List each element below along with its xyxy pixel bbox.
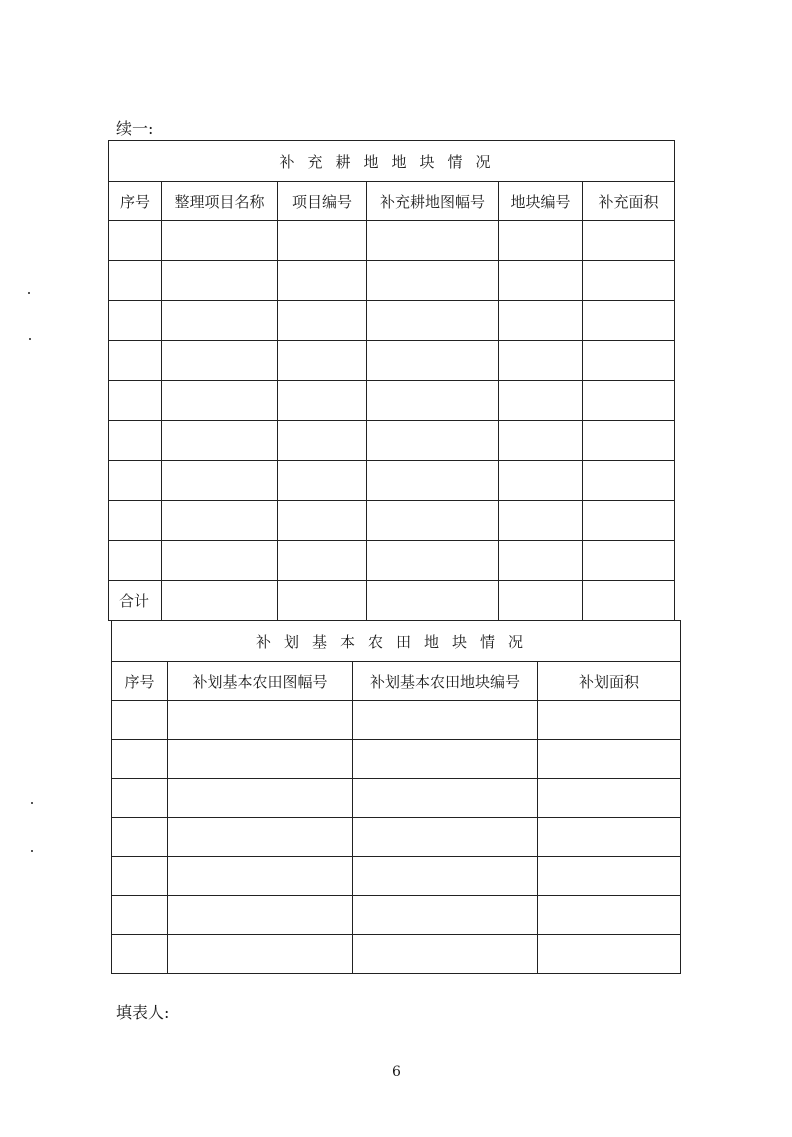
table1-title: 补充耕地地块情况: [109, 141, 675, 182]
table2-header: 补划基本农田地块编号: [353, 662, 538, 701]
table1-header: 地块编号: [499, 182, 583, 221]
table-row: [109, 261, 675, 301]
scan-speck: [28, 292, 30, 294]
table1-header-row: [109, 182, 675, 221]
supplementary-basic-farmland-table: [111, 620, 681, 974]
table-row: [112, 701, 681, 740]
table1-header: 序号: [109, 182, 162, 221]
table1-header: 补充耕地图幅号: [367, 182, 499, 221]
table2-header: 补划面积: [538, 662, 681, 701]
table-row: [112, 857, 681, 896]
table-row: [109, 381, 675, 421]
supplementary-farmland-table: [108, 140, 675, 621]
table-row: [112, 935, 681, 974]
table-row: [112, 896, 681, 935]
table2-header-row: [112, 662, 681, 701]
scan-speck: [29, 338, 31, 340]
scan-speck: [31, 850, 33, 852]
table-row: [109, 221, 675, 261]
table-row: [109, 501, 675, 541]
table-row: [112, 818, 681, 857]
table-row: [112, 779, 681, 818]
table-row: [109, 541, 675, 581]
total-row: [109, 581, 675, 621]
scan-speck: [31, 802, 33, 804]
page-number: 6: [392, 1064, 401, 1080]
table-row: [109, 341, 675, 381]
continuation-label: 续一:: [116, 119, 154, 138]
form-filler-label: 填表人:: [116, 1003, 170, 1022]
table-row: [109, 301, 675, 341]
table2-header: 序号: [112, 662, 168, 701]
table-row: [112, 740, 681, 779]
table1-header: 项目编号: [278, 182, 367, 221]
table2-title: 补划基本农田地块情况: [112, 621, 681, 662]
table1-header: 补充面积: [583, 182, 675, 221]
table-row: [109, 421, 675, 461]
total-label: 合计: [109, 581, 162, 621]
table1-header: 整理项目名称: [162, 182, 278, 221]
table-row: [109, 461, 675, 501]
table2-header: 补划基本农田图幅号: [168, 662, 353, 701]
